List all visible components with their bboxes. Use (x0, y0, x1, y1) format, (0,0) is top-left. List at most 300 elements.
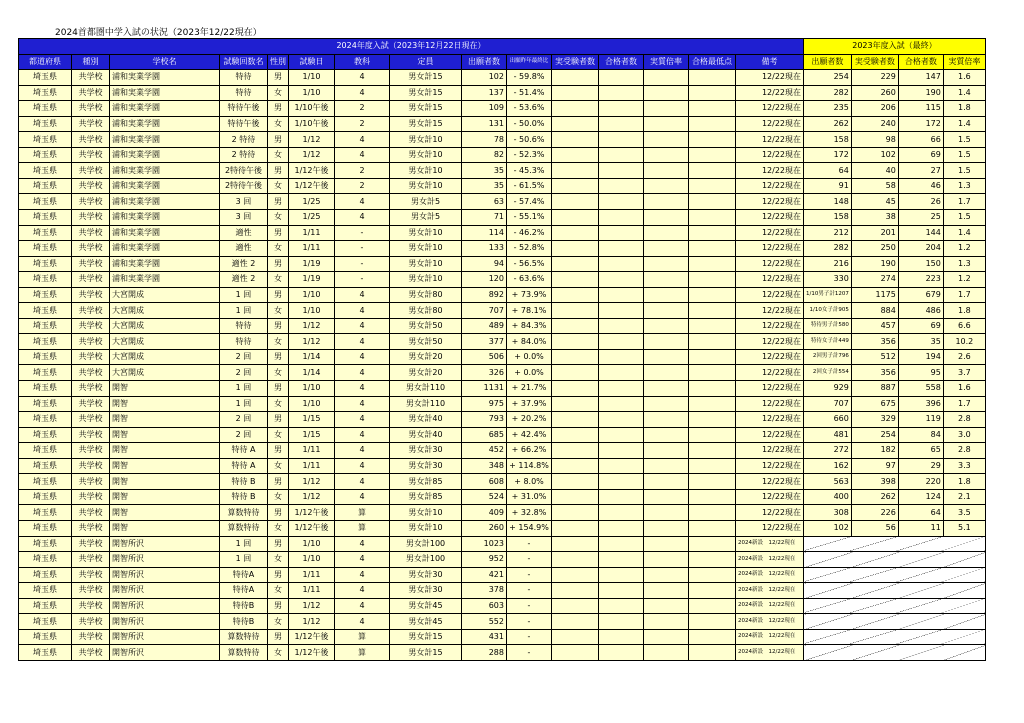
cell-round: 1 回 (220, 287, 268, 303)
cell-applicants: 133 (462, 241, 507, 257)
cell-subjects: 2 (335, 116, 390, 132)
cell-passed (599, 132, 644, 148)
cell-type: 共学校 (72, 489, 110, 505)
cell-date: 1/11 (289, 225, 335, 241)
cell-examinees (552, 614, 599, 630)
cell-prefecture: 埼玉県 (19, 132, 72, 148)
cell-prev-rate: 3.7 (943, 365, 985, 381)
cell-prefecture: 埼玉県 (19, 101, 72, 117)
cell-capacity: 男女計30 (390, 443, 462, 459)
cell-school: 開智 (110, 505, 220, 521)
cell-subjects: 2 (335, 178, 390, 194)
cell-prev-rate: 1.4 (943, 225, 985, 241)
cell-min-score (689, 598, 736, 614)
cell-sex: 男 (268, 194, 289, 210)
cell-remarks: 12/22現在 (736, 241, 804, 257)
cell-examinees (552, 598, 599, 614)
cell-capacity: 男女計10 (390, 163, 462, 179)
cell-prev-passed (898, 629, 943, 645)
cell-sex: 女 (268, 614, 289, 630)
cell-rate (644, 489, 689, 505)
cell-prefecture: 埼玉県 (19, 147, 72, 163)
cell-passed (599, 583, 644, 599)
cell-subjects: 4 (335, 349, 390, 365)
cell-min-score (689, 256, 736, 272)
cell-subjects: 4 (335, 365, 390, 381)
cell-min-score (689, 536, 736, 552)
cell-prev-examinees (851, 629, 898, 645)
cell-passed (599, 349, 644, 365)
cell-prev-examinees: 182 (851, 443, 898, 459)
col-remarks-header: 備考 (736, 54, 804, 70)
cell-min-score (689, 349, 736, 365)
cell-rate (644, 101, 689, 117)
cell-capacity: 男女計20 (390, 365, 462, 381)
cell-prev-applicants: 481 (804, 427, 852, 443)
cell-type: 共学校 (72, 70, 110, 86)
cell-rate (644, 567, 689, 583)
cell-prev-passed: 204 (898, 241, 943, 257)
cell-examinees (552, 629, 599, 645)
table-row (19, 645, 986, 661)
table-row (19, 178, 986, 194)
cell-prefecture: 埼玉県 (19, 598, 72, 614)
cell-sex: 男 (268, 474, 289, 490)
cell-applicants: 326 (462, 365, 507, 381)
table-row (19, 256, 986, 272)
cell-date: 1/10 (289, 287, 335, 303)
table-row (19, 489, 986, 505)
cell-subjects: 4 (335, 132, 390, 148)
cell-rate (644, 365, 689, 381)
cell-prev-examinees: 206 (851, 101, 898, 117)
cell-applicant-ratio: - 57.4% (507, 194, 552, 210)
cell-prev-examinees: 229 (851, 70, 898, 86)
cell-type: 共学校 (72, 412, 110, 428)
cell-prefecture: 埼玉県 (19, 614, 72, 630)
cell-date: 1/12 (289, 598, 335, 614)
cell-sex: 男 (268, 225, 289, 241)
cell-applicants: 109 (462, 101, 507, 117)
cell-passed (599, 147, 644, 163)
cell-prev-applicants: 282 (804, 85, 852, 101)
cell-capacity: 男女計10 (390, 241, 462, 257)
col-passed-header: 合格者数 (599, 54, 644, 70)
cell-applicant-ratio: + 42.4% (507, 427, 552, 443)
cell-subjects: 4 (335, 194, 390, 210)
table-row (19, 85, 986, 101)
cell-prefecture: 埼玉県 (19, 225, 72, 241)
cell-passed (599, 210, 644, 226)
cell-type: 共学校 (72, 241, 110, 257)
cell-date: 1/10 (289, 552, 335, 568)
cell-round: 適性 (220, 241, 268, 257)
cell-applicants: 137 (462, 85, 507, 101)
cell-prev-examinees: 201 (851, 225, 898, 241)
cell-date: 1/11 (289, 443, 335, 459)
cell-sex: 男 (268, 567, 289, 583)
column-header-row (19, 54, 986, 70)
cell-applicant-ratio: + 78.1% (507, 303, 552, 319)
cell-passed (599, 412, 644, 428)
cell-remarks: 12/22現在 (736, 474, 804, 490)
cell-school: 開智所沢 (110, 598, 220, 614)
cell-subjects: 4 (335, 85, 390, 101)
cell-round: 1 回 (220, 381, 268, 397)
cell-round: 適性 2 (220, 256, 268, 272)
cell-prev-passed: 64 (898, 505, 943, 521)
cell-prev-applicants: 262 (804, 116, 852, 132)
cell-prev-passed: 172 (898, 116, 943, 132)
cell-prefecture: 埼玉県 (19, 381, 72, 397)
cell-prev-rate: 10.2 (943, 334, 985, 350)
cell-subjects: 4 (335, 396, 390, 412)
cell-examinees (552, 225, 599, 241)
cell-prev-examinees (851, 536, 898, 552)
cell-date: 1/15 (289, 412, 335, 428)
cell-capacity: 男女計10 (390, 147, 462, 163)
cell-min-score (689, 412, 736, 428)
cell-passed (599, 272, 644, 288)
cell-examinees (552, 318, 599, 334)
cell-prev-rate: 3.0 (943, 427, 985, 443)
cell-min-score (689, 225, 736, 241)
cell-applicant-ratio: - 46.2% (507, 225, 552, 241)
cell-prev-rate: 1.7 (943, 287, 985, 303)
cell-examinees (552, 520, 599, 536)
cell-subjects: 4 (335, 474, 390, 490)
cell-date: 1/12午後 (289, 163, 335, 179)
cell-subjects: - (335, 225, 390, 241)
cell-min-score (689, 552, 736, 568)
cell-rate (644, 381, 689, 397)
cell-rate (644, 598, 689, 614)
cell-prefecture: 埼玉県 (19, 303, 72, 319)
cell-capacity: 男女計45 (390, 614, 462, 630)
cell-applicant-ratio: - (507, 614, 552, 630)
cell-prev-rate: 3.5 (943, 505, 985, 521)
cell-passed (599, 458, 644, 474)
cell-prev-applicants (804, 583, 852, 599)
cell-applicant-ratio: + 32.8% (507, 505, 552, 521)
table-row (19, 458, 986, 474)
cell-prev-applicants: 158 (804, 210, 852, 226)
cell-examinees (552, 147, 599, 163)
cell-school: 開智 (110, 412, 220, 428)
cell-prefecture: 埼玉県 (19, 443, 72, 459)
cell-min-score (689, 443, 736, 459)
cell-examinees (552, 412, 599, 428)
cell-prev-examinees: 274 (851, 272, 898, 288)
cell-applicant-ratio: + 73.9% (507, 287, 552, 303)
cell-prev-rate (943, 536, 985, 552)
cell-applicant-ratio: - (507, 598, 552, 614)
cell-applicant-ratio: - 52.8% (507, 241, 552, 257)
cell-prefecture: 埼玉県 (19, 567, 72, 583)
cell-round: 特待 A (220, 458, 268, 474)
cell-applicant-ratio: - 53.6% (507, 101, 552, 117)
cell-capacity: 男女計30 (390, 583, 462, 599)
cell-prev-applicants: 2回男子計796 (804, 349, 852, 365)
cell-prefecture: 埼玉県 (19, 85, 72, 101)
cell-school: 浦和実業学園 (110, 70, 220, 86)
cell-prefecture: 埼玉県 (19, 474, 72, 490)
cell-passed (599, 427, 644, 443)
cell-prefecture: 埼玉県 (19, 552, 72, 568)
cell-prev-passed: 144 (898, 225, 943, 241)
cell-school: 浦和実業学園 (110, 147, 220, 163)
col-subjects-header: 教科 (335, 54, 390, 70)
cell-passed (599, 178, 644, 194)
cell-applicants: 552 (462, 614, 507, 630)
current-year-header: 2024年度入試（2023年12月22日現在） (19, 39, 804, 55)
cell-applicants: 409 (462, 505, 507, 521)
cell-round: 2特待午後 (220, 163, 268, 179)
cell-sex: 男 (268, 536, 289, 552)
cell-subjects: 4 (335, 567, 390, 583)
cell-school: 開智 (110, 458, 220, 474)
cell-type: 共学校 (72, 427, 110, 443)
table-row (19, 210, 986, 226)
table-row (19, 505, 986, 521)
cell-min-score (689, 85, 736, 101)
cell-prev-examinees: 356 (851, 365, 898, 381)
cell-subjects: 4 (335, 614, 390, 630)
cell-applicant-ratio: + 84.0% (507, 334, 552, 350)
cell-school: 開智 (110, 489, 220, 505)
cell-type: 共学校 (72, 614, 110, 630)
cell-prev-passed: 558 (898, 381, 943, 397)
cell-applicants: 348 (462, 458, 507, 474)
cell-passed (599, 520, 644, 536)
cell-prev-examinees: 884 (851, 303, 898, 319)
cell-date: 1/12 (289, 489, 335, 505)
cell-date: 1/10 (289, 85, 335, 101)
cell-prev-passed: 69 (898, 147, 943, 163)
cell-passed (599, 287, 644, 303)
cell-rate (644, 474, 689, 490)
cell-min-score (689, 381, 736, 397)
cell-subjects: 4 (335, 583, 390, 599)
col-capacity-header: 定員 (390, 54, 462, 70)
cell-min-score (689, 210, 736, 226)
cell-capacity: 男女計15 (390, 85, 462, 101)
cell-rate (644, 272, 689, 288)
col-prev-rate-header: 実質倍率 (943, 54, 985, 70)
cell-min-score (689, 334, 736, 350)
cell-prev-rate (943, 598, 985, 614)
cell-prev-rate: 1.7 (943, 194, 985, 210)
cell-prev-rate: 2.8 (943, 412, 985, 428)
table-row (19, 241, 986, 257)
cell-passed (599, 194, 644, 210)
cell-sex: 男 (268, 598, 289, 614)
cell-prefecture: 埼玉県 (19, 458, 72, 474)
cell-rate (644, 256, 689, 272)
cell-min-score (689, 614, 736, 630)
cell-remarks: 12/22現在 (736, 132, 804, 148)
cell-rate (644, 614, 689, 630)
cell-min-score (689, 520, 736, 536)
cell-school: 浦和実業学園 (110, 178, 220, 194)
cell-prev-applicants (804, 629, 852, 645)
cell-prev-examinees: 56 (851, 520, 898, 536)
cell-min-score (689, 458, 736, 474)
col-prev-examinees-header: 実受験者数 (851, 54, 898, 70)
table-row (19, 583, 986, 599)
cell-school: 開智所沢 (110, 552, 220, 568)
cell-subjects: 2 (335, 163, 390, 179)
cell-school: 開智所沢 (110, 536, 220, 552)
cell-prev-examinees: 254 (851, 427, 898, 443)
cell-prev-applicants (804, 645, 852, 661)
cell-applicants: 94 (462, 256, 507, 272)
col-applicants-header: 出願者数 (462, 54, 507, 70)
cell-capacity: 男女計100 (390, 552, 462, 568)
cell-round: 2 回 (220, 349, 268, 365)
cell-passed (599, 629, 644, 645)
cell-min-score (689, 583, 736, 599)
cell-date: 1/12午後 (289, 505, 335, 521)
cell-date: 1/10午後 (289, 116, 335, 132)
cell-passed (599, 381, 644, 397)
cell-rate (644, 645, 689, 661)
cell-date: 1/12 (289, 147, 335, 163)
cell-remarks: 2024新設 12/22現在 (736, 583, 804, 599)
cell-subjects: 4 (335, 412, 390, 428)
cell-prev-applicants: 特待女子計449 (804, 334, 852, 350)
cell-prev-passed: 84 (898, 427, 943, 443)
cell-examinees (552, 536, 599, 552)
cell-round: 1 回 (220, 536, 268, 552)
cell-applicants: 603 (462, 598, 507, 614)
cell-rate (644, 458, 689, 474)
cell-prev-applicants: 254 (804, 70, 852, 86)
cell-prev-examinees (851, 598, 898, 614)
cell-prev-examinees: 45 (851, 194, 898, 210)
cell-prev-rate: 3.3 (943, 458, 985, 474)
cell-sex: 男 (268, 287, 289, 303)
cell-school: 開智所沢 (110, 645, 220, 661)
cell-rate (644, 583, 689, 599)
cell-passed (599, 598, 644, 614)
cell-prev-rate (943, 645, 985, 661)
cell-examinees (552, 178, 599, 194)
cell-applicant-ratio: - (507, 567, 552, 583)
table-row (19, 598, 986, 614)
cell-prev-examinees: 512 (851, 349, 898, 365)
cell-applicants: 452 (462, 443, 507, 459)
cell-applicants: 1131 (462, 381, 507, 397)
cell-min-score (689, 365, 736, 381)
cell-type: 共学校 (72, 163, 110, 179)
cell-examinees (552, 458, 599, 474)
cell-school: 浦和実業学園 (110, 163, 220, 179)
cell-date: 1/25 (289, 210, 335, 226)
cell-rate (644, 147, 689, 163)
col-prev-passed-header: 合格者数 (898, 54, 943, 70)
cell-subjects: 4 (335, 334, 390, 350)
cell-capacity: 男女計10 (390, 505, 462, 521)
cell-school: 開智所沢 (110, 629, 220, 645)
cell-prev-passed: 147 (898, 70, 943, 86)
cell-applicant-ratio: - (507, 536, 552, 552)
cell-type: 共学校 (72, 381, 110, 397)
cell-prev-rate: 1.8 (943, 101, 985, 117)
cell-sex: 女 (268, 210, 289, 226)
cell-prev-examinees: 98 (851, 132, 898, 148)
cell-prev-passed: 190 (898, 85, 943, 101)
cell-applicants: 35 (462, 163, 507, 179)
cell-applicants: 102 (462, 70, 507, 86)
cell-applicant-ratio: + 154.9% (507, 520, 552, 536)
cell-school: 浦和実業学園 (110, 256, 220, 272)
cell-prefecture: 埼玉県 (19, 334, 72, 350)
cell-examinees (552, 163, 599, 179)
cell-prev-applicants: 148 (804, 194, 852, 210)
cell-subjects: 4 (335, 489, 390, 505)
cell-applicant-ratio: - 63.6% (507, 272, 552, 288)
cell-prev-applicants: 235 (804, 101, 852, 117)
cell-date: 1/12午後 (289, 629, 335, 645)
cell-prev-passed: 150 (898, 256, 943, 272)
cell-rate (644, 194, 689, 210)
cell-min-score (689, 272, 736, 288)
cell-remarks: 2024新設 12/22現在 (736, 536, 804, 552)
cell-remarks: 12/22現在 (736, 381, 804, 397)
cell-round: 特待午後 (220, 101, 268, 117)
cell-prefecture: 埼玉県 (19, 629, 72, 645)
cell-remarks: 12/22現在 (736, 412, 804, 428)
cell-subjects: - (335, 256, 390, 272)
cell-capacity: 男女計10 (390, 178, 462, 194)
cell-sex: 女 (268, 583, 289, 599)
cell-round: 特待B (220, 614, 268, 630)
cell-passed (599, 396, 644, 412)
cell-prefecture: 埼玉県 (19, 256, 72, 272)
cell-prev-passed: 679 (898, 287, 943, 303)
cell-remarks: 12/22現在 (736, 147, 804, 163)
cell-school: 開智 (110, 474, 220, 490)
cell-prev-rate: 1.2 (943, 241, 985, 257)
table-row (19, 303, 986, 319)
cell-applicant-ratio: - (507, 629, 552, 645)
cell-rate (644, 443, 689, 459)
cell-prev-passed: 223 (898, 272, 943, 288)
cell-min-score (689, 163, 736, 179)
cell-capacity: 男女計15 (390, 116, 462, 132)
cell-prev-rate: 2.6 (943, 349, 985, 365)
cell-school: 浦和実業学園 (110, 241, 220, 257)
cell-examinees (552, 101, 599, 117)
cell-prev-rate: 1.5 (943, 210, 985, 226)
cell-prev-rate: 5.1 (943, 520, 985, 536)
cell-date: 1/10 (289, 536, 335, 552)
cell-date: 1/11 (289, 241, 335, 257)
cell-sex: 女 (268, 303, 289, 319)
cell-school: 開智所沢 (110, 567, 220, 583)
cell-prev-rate (943, 583, 985, 599)
cell-prev-rate: 1.4 (943, 116, 985, 132)
cell-examinees (552, 210, 599, 226)
cell-type: 共学校 (72, 629, 110, 645)
cell-capacity: 男女計10 (390, 132, 462, 148)
cell-rate (644, 210, 689, 226)
cell-passed (599, 303, 644, 319)
cell-passed (599, 163, 644, 179)
cell-applicant-ratio: - 55.1% (507, 210, 552, 226)
cell-date: 1/11 (289, 567, 335, 583)
